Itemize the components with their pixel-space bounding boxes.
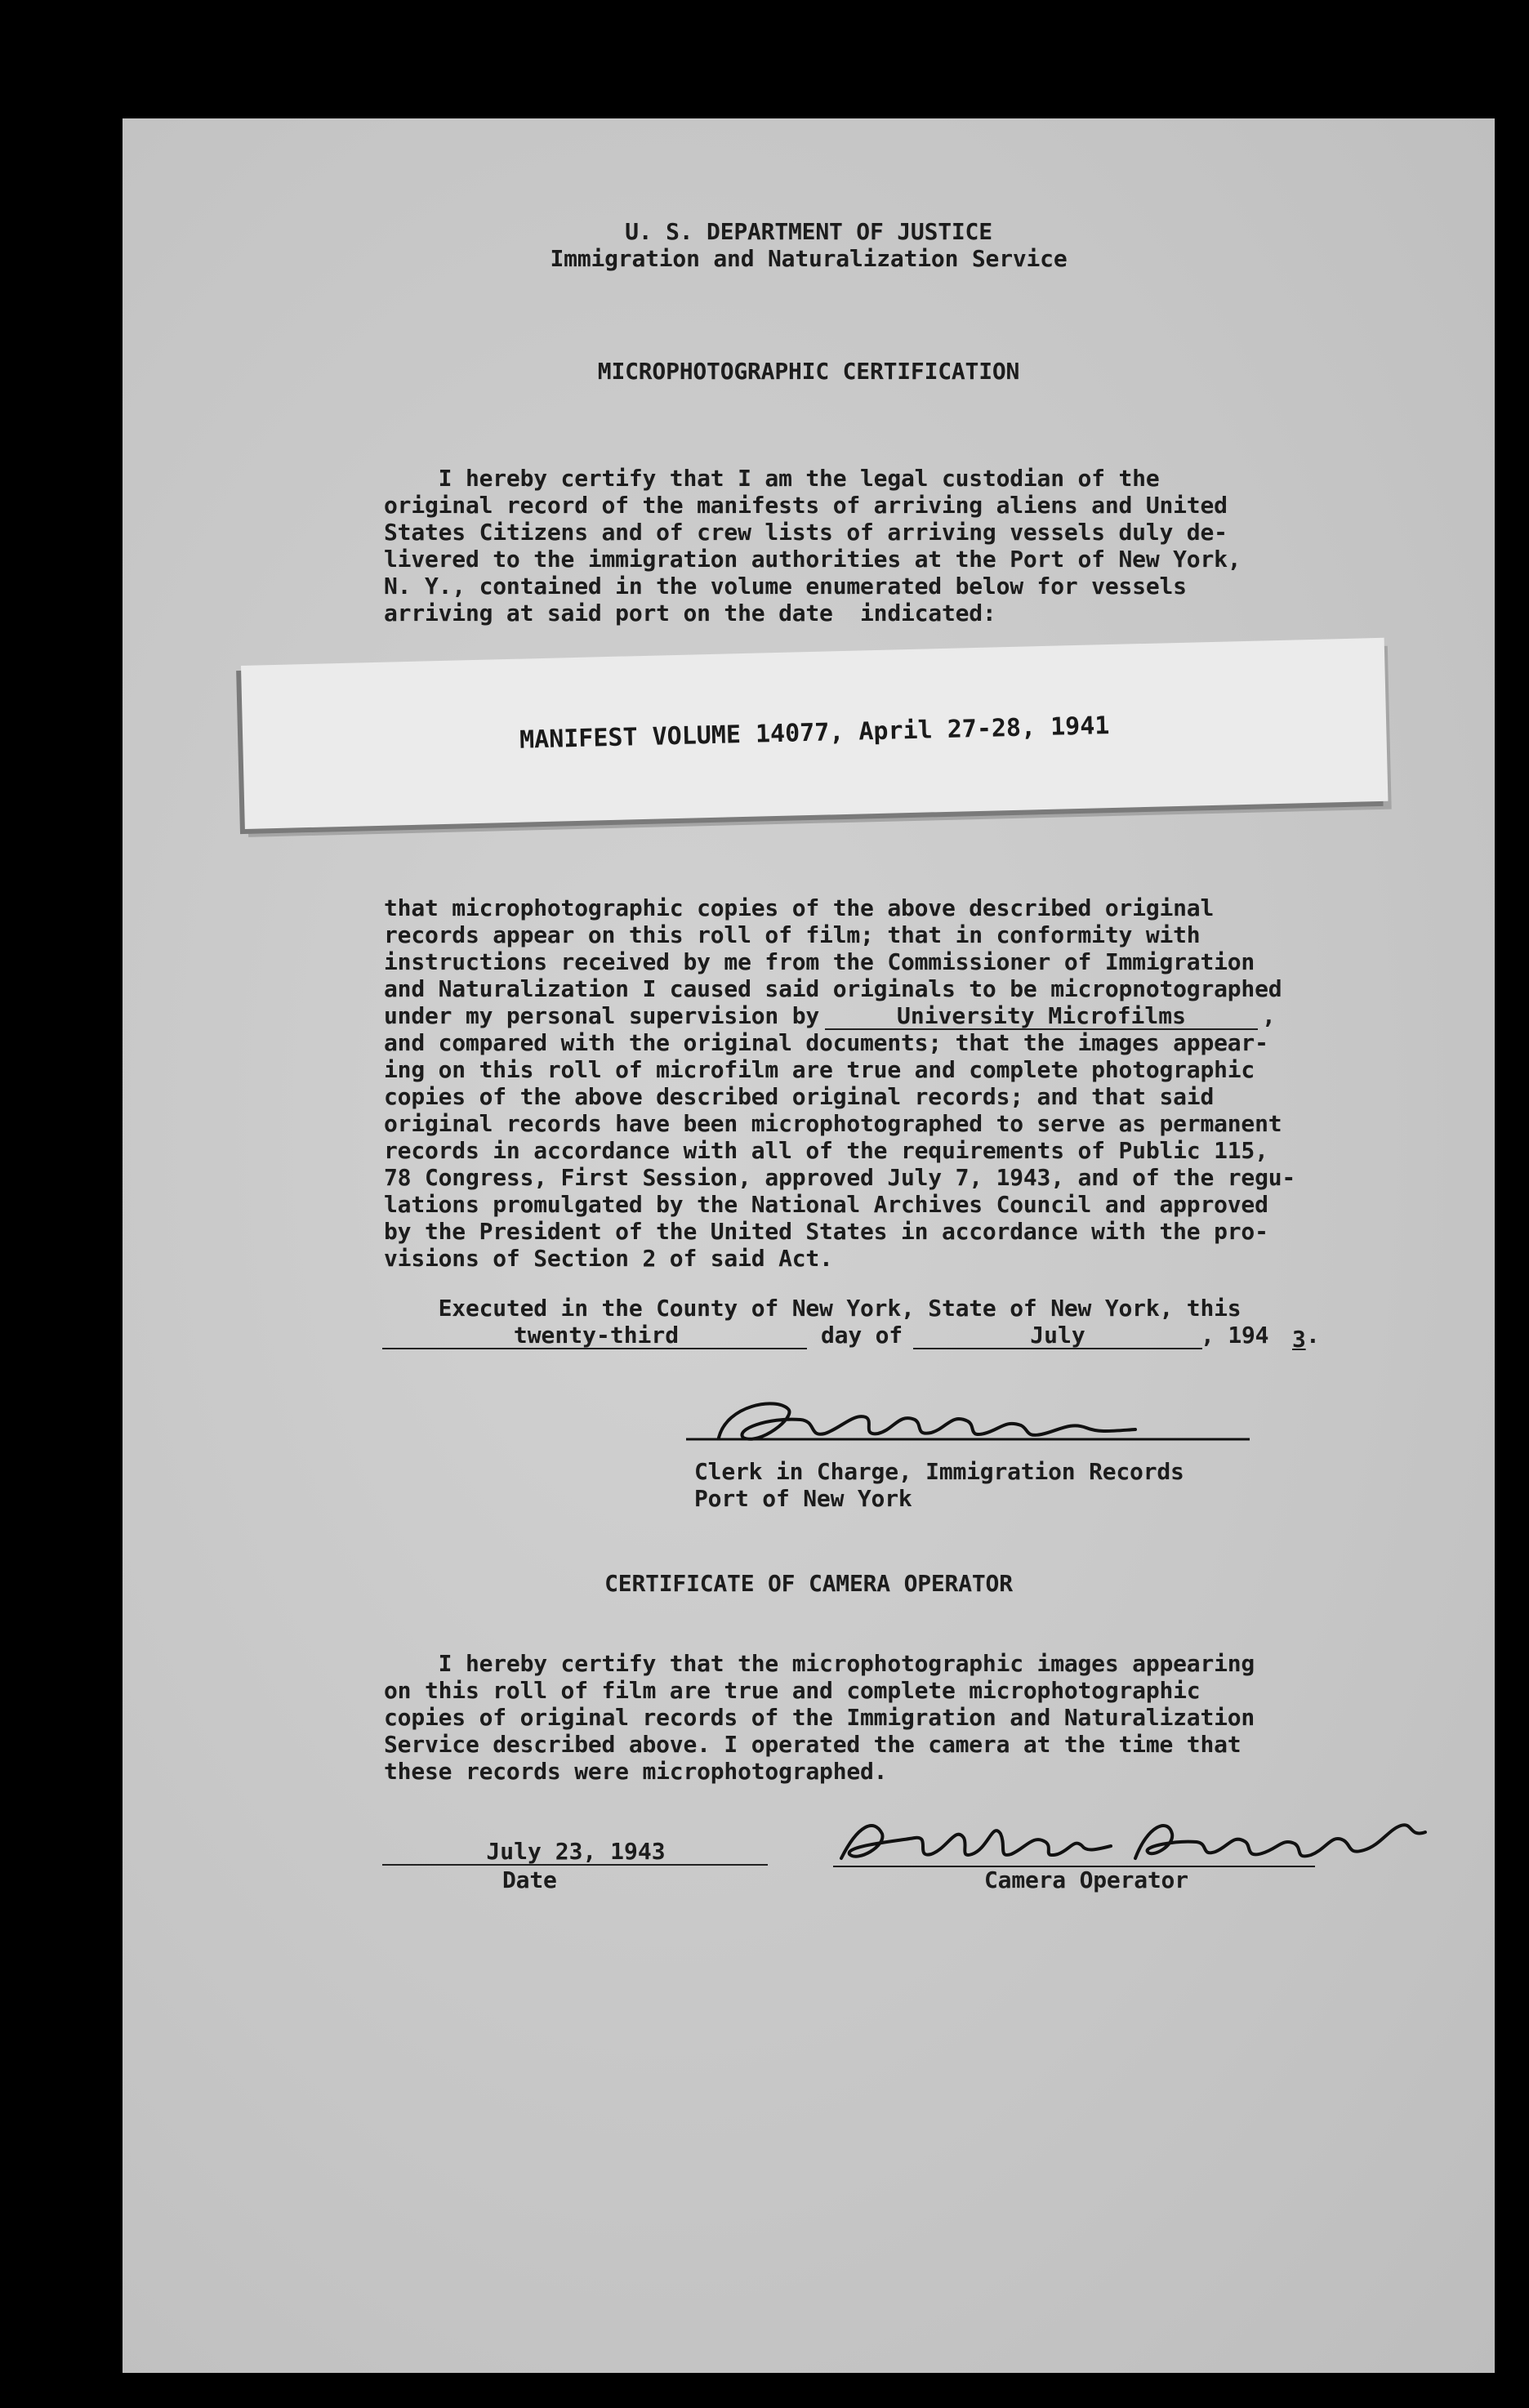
execution-intro: Executed in the County of New York, State of New York, this xyxy=(384,1295,1241,1322)
clerk-port: Port of New York xyxy=(694,1485,912,1512)
camera-line: Service described above. I operated the camera at the time that xyxy=(384,1731,1241,1758)
intro-line: States Citizens and of crew lists of arriving vessels duly de- xyxy=(384,519,1228,546)
month-field: July xyxy=(1030,1322,1085,1349)
intro-line: livered to the immigration authorities at the Port of New York, xyxy=(384,546,1241,573)
date-field: July 23, 1943 xyxy=(486,1838,666,1865)
body-line: lations promulgated by the National Archives Council and approved xyxy=(384,1191,1268,1218)
operator-label: Camera Operator xyxy=(984,1866,1188,1893)
document-page xyxy=(123,118,1495,2373)
date-underline xyxy=(382,1864,768,1866)
year-period: . xyxy=(1306,1322,1320,1349)
day-of-label: day of xyxy=(821,1322,903,1349)
supervisor-field: University Microfilms xyxy=(896,1002,1186,1029)
date-label: Date xyxy=(502,1866,557,1893)
month-underline xyxy=(913,1348,1202,1349)
supervisor-comma: , xyxy=(1262,1002,1276,1029)
body-line: copies of the above described original records; and that said xyxy=(384,1083,1215,1110)
camera-title: CERTIFICATE OF CAMERA OPERATOR xyxy=(604,1570,1013,1597)
body-line: records appear on this roll of film; that in conformity with xyxy=(384,921,1201,948)
body-line: under my personal supervision by xyxy=(384,1002,820,1029)
body-line: ing on this roll of microfilm are true and complete photographic xyxy=(384,1056,1255,1083)
body-line: instructions received by me from the Commissioner of Immigration xyxy=(384,948,1255,975)
intro-line: N. Y., contained in the volume enumerated below for vessels xyxy=(384,573,1187,600)
intro-line: I hereby certify that I am the legal custodian of the xyxy=(384,465,1160,492)
camera-line: these records were microphotographed. xyxy=(384,1758,888,1785)
camera-line: I hereby certify that the microphotographic images appearing xyxy=(384,1650,1255,1677)
camera-line: copies of original records of the Immigration and Naturalization xyxy=(384,1704,1255,1731)
body-line: that microphotographic copies of the above described original xyxy=(384,894,1215,921)
body-line: visions of Section 2 of said Act. xyxy=(384,1245,833,1272)
day-underline xyxy=(382,1348,807,1349)
department-heading: U. S. DEPARTMENT OF JUSTICE xyxy=(625,218,992,245)
day-field: twenty-third xyxy=(513,1322,680,1349)
camera-line: on this roll of film are true and complete microphotographic xyxy=(384,1677,1201,1704)
intro-line: arriving at said port on the date indicated: xyxy=(384,600,996,627)
body-line: and Naturalization I caused said originals to be micropnotographed xyxy=(384,975,1282,1002)
body-line: by the President of the United States in accordance with the pro- xyxy=(384,1218,1268,1245)
year-prefix: , 194 xyxy=(1201,1322,1269,1349)
year-digit: 3 xyxy=(1292,1326,1306,1353)
clerk-signature xyxy=(678,1389,1266,1454)
body-line: records in accordance with all of the requirements of Public 115, xyxy=(384,1137,1268,1164)
body-line: original records have been microphotographed to serve as permanent xyxy=(384,1110,1282,1137)
body-line: and compared with the original documents; that the images appear- xyxy=(384,1029,1268,1056)
intro-line: original record of the manifests of arriving aliens and United xyxy=(384,492,1228,519)
service-heading: Immigration and Naturalization Service xyxy=(550,245,1068,272)
manifest-volume: MANIFEST VOLUME 14077, April 27-28, 1941 xyxy=(519,711,1110,755)
clerk-title: Clerk in Charge, Immigration Records xyxy=(694,1458,1184,1485)
manifest-strip xyxy=(241,638,1388,829)
certification-title: MICROPHOTOGRAPHIC CERTIFICATION xyxy=(597,358,1020,385)
body-line: 78 Congress, First Session, approved July 7, 1943, and of the regu- xyxy=(384,1164,1296,1191)
